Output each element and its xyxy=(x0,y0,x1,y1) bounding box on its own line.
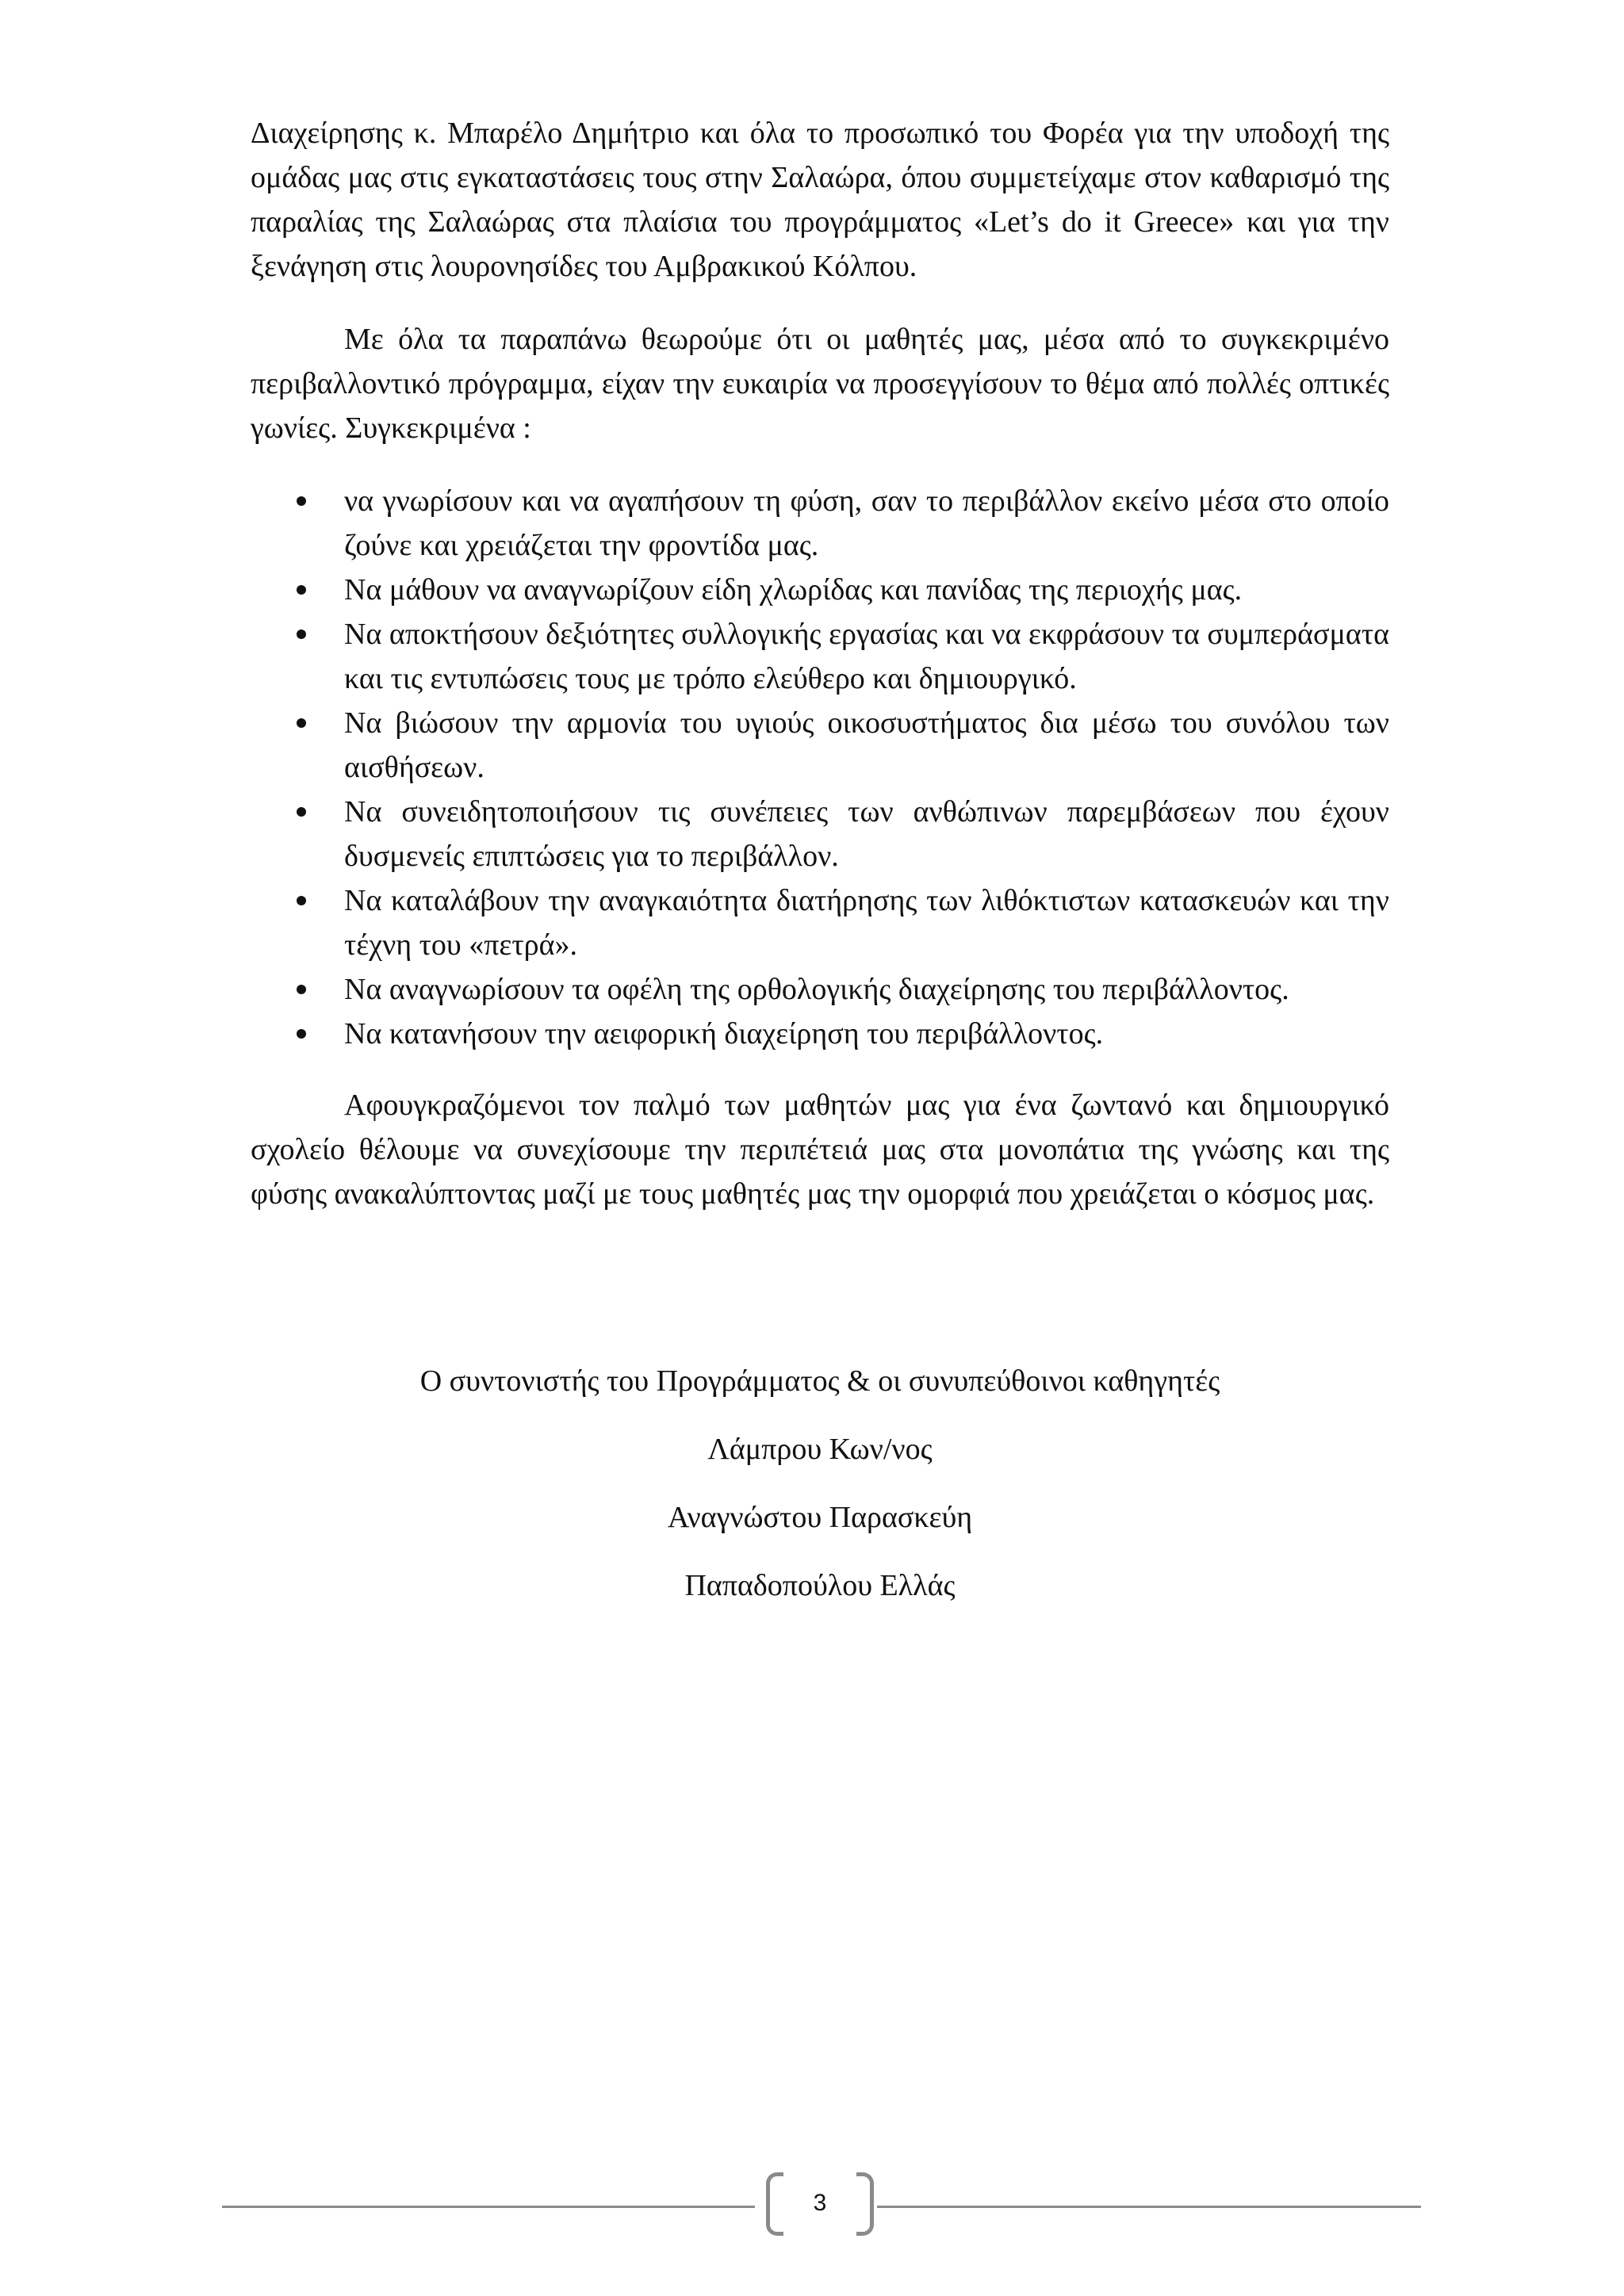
list-item xyxy=(251,701,1389,790)
page-footer xyxy=(0,2172,1624,2244)
list-item-text: να γνωρίσουν και να αγαπήσουν τη φύση, σαν το περιβάλλον εκείνο μέσα στο οποίο ζούνε και χρειάζεται την φροντίδα μας. xyxy=(344,484,1389,562)
signature-block xyxy=(251,1359,1389,1632)
list-item-text: Να καταλάβουν την αναγκαιότητα διατήρησης των λιθόκτιστων κατασκευών και την τέχνη του «πετρά». xyxy=(344,884,1389,962)
objectives-list xyxy=(251,479,1389,1056)
paragraph-closing: Αφουγκραζόμενοι τον παλμό των μαθητών μας για ένα ζωντανό και δημιουργικό σχολείο θέλουμε να συνεχίσουμε την περιπέτειά μας στα μονοπάτια της γνώσης και της φύσης ανακαλύπτοντας μαζί με τους μαθητές μας την ομορφιά που χρειάζεται ο κόσμος μας. xyxy=(251,1089,1389,1211)
signature-name: Αναγνώστου Παρασκεύη xyxy=(667,1501,973,1534)
signature-heading: Ο συντονιστής του Προγράμματος & οι συνυπεύθοινοι καθηγητές xyxy=(419,1364,1220,1398)
paragraph-intro-continuation: Διαχείρησης κ. Μπαρέλο Δημήτριο και όλα το προσωπικό του Φορέα για την υποδοχή της ομάδας μας στις εγκαταστάσεις τους στην Σαλαώρα, όπου συμμετείχαμε στον καθαρισμό της παραλίας της Σαλαώρας στα πλαίσια του προγράμματος «Let’s do it Greece» και για την ξενάγηση στις λουρονησίδες του Αμβρακικού Κόλπου. xyxy=(251,117,1389,283)
document-body xyxy=(251,111,1389,1245)
list-item-text: Να μάθουν να αναγνωρίζουν είδη χλωρίδας και πανίδας της περιοχής μας. xyxy=(344,573,1243,607)
bullet-icon xyxy=(297,985,306,994)
footer-rule-left xyxy=(222,2206,755,2208)
signature-name: Λάμπρου Κων/νος xyxy=(707,1433,933,1466)
signature-name: Παπαδοπούλου Ελλάς xyxy=(684,1569,956,1602)
list-item xyxy=(251,878,1389,967)
list-item-text: Να κατανήσουν την αειφορική διαχείρηση του περιβάλλοντος. xyxy=(344,1017,1104,1050)
bullet-icon xyxy=(297,896,306,905)
bullet-icon xyxy=(297,807,306,817)
bullet-icon xyxy=(297,1029,306,1039)
page-number: 3 xyxy=(813,2190,827,2216)
bullet-icon xyxy=(297,718,306,728)
list-item-text: Να αναγνωρίσουν τα οφέλη της ορθολογικής διαχείρησης του περιβάλλοντος. xyxy=(344,973,1289,1006)
list-item xyxy=(251,612,1389,701)
list-item xyxy=(251,967,1389,1012)
left-bracket-icon xyxy=(766,2172,783,2236)
bullet-icon xyxy=(297,585,306,595)
list-item xyxy=(251,1012,1389,1056)
footer-rule-right xyxy=(877,2206,1421,2208)
bullet-icon xyxy=(297,629,306,639)
list-item xyxy=(251,568,1389,612)
list-item-text: Να αποκτήσουν δεξιότητες συλλογικής εργασίας και να εκφράσουν τα συμπεράσματα και τις εντυπώσεις τους με τρόπο ελεύθερο και δημιουργικό. xyxy=(344,618,1389,695)
list-item xyxy=(251,790,1389,878)
right-bracket-icon xyxy=(856,2172,874,2236)
bullet-icon xyxy=(297,496,306,506)
list-item xyxy=(251,479,1389,568)
paragraph-summary: Με όλα τα παραπάνω θεωρούμε ότι οι μαθητές μας, μέσα από το συγκεκριμένο περιβαλλοντικό πρόγραμμα, είχαν την ευκαιρία να προσεγγίσουν το θέμα από πολλές οπτικές γωνίες. Συγκεκριμένα : xyxy=(251,323,1389,445)
list-item-text: Να συνειδητοποιήσουν τις συνέπειες των ανθώπινων παρεμβάσεων που έχουν δυσμενείς επιπτώσεις για το περιβάλλον. xyxy=(344,795,1389,873)
list-item-text: Να βιώσουν την αρμονία του υγιούς οικοσυστήματος δια μέσω του συνόλου των αισθήσεων. xyxy=(344,706,1389,784)
